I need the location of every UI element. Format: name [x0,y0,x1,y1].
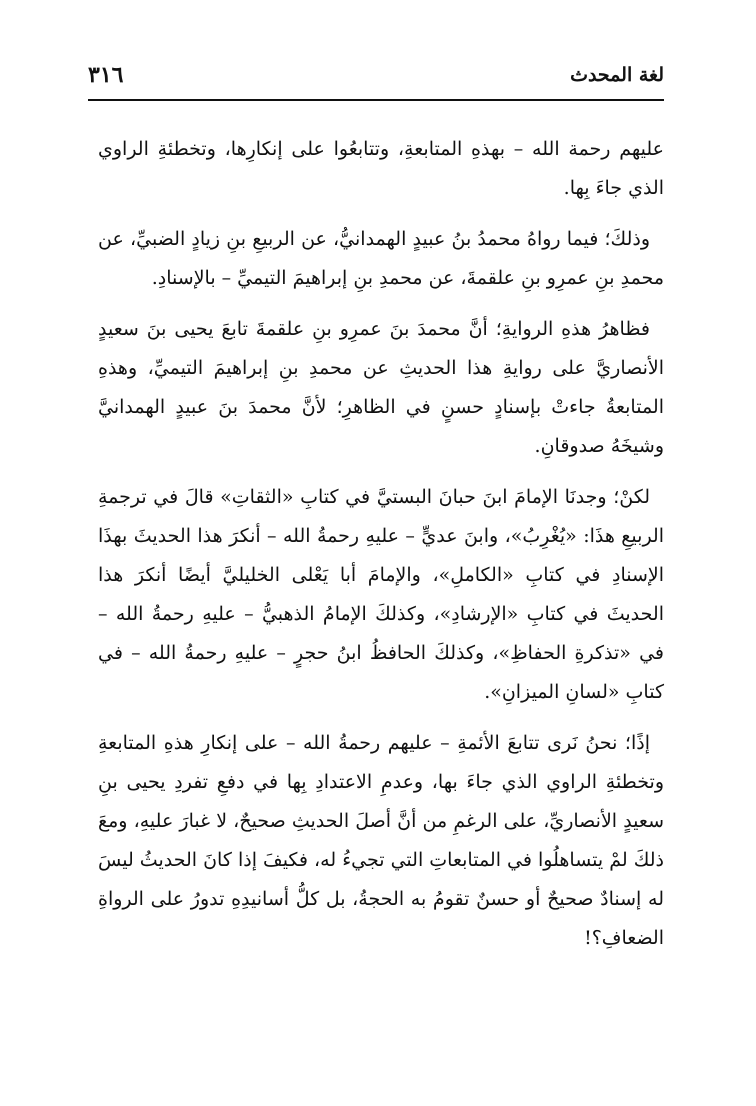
header-rule [88,99,664,101]
running-title: لغة المحدث [570,64,664,86]
page-header [88,58,664,98]
paragraph-3: فظاهرُ هذهِ الروايةِ؛ أنَّ محمدَ بنَ عمرِو بنِ علقمةَ تابعَ يحيى بنَ سعيدٍ الأنصاريَّ على روايةِ هذا الحديثِ عن محمدِ بنِ إبراهيمَ التيميِّ، وهذهِ المتابعةُ جاءتْ بإسنادٍ حسنٍ في الظاهرِ؛ لأنَّ محمدَ بنَ عبيدٍ الهمدانيَّ وشيخَهُ صدوقانِ. [98,318,664,457]
paragraph-1: عليهم رحمة الله – بهذهِ المتابعةِ، وتتابعُوا على إنكارِها، وتخطئةِ الراوي الذي جاءَ بِها. [98,138,664,199]
paragraph-5: إذًا؛ نحنُ نَرى تتابعَ الأئمةِ – عليهم رحمةُ الله – على إنكارِ هذهِ المتابعةِ وتخطئةِ الراوي الذي جاءَ بها، وعدمِ الاعتدادِ بِها في دفعِ تفردِ يحيى بنِ سعيدٍ الأنصاريِّ، على الرغمِ من أنَّ أصلَ الحديثِ صحيحٌ، لا غبارَ عليهِ، ومعَ ذلكَ لمْ يتساهلُوا في المتابعاتِ التي تجيءُ له، فكيفَ إذا كانَ الحديثُ ليسَ له إسنادٌ صحيحٌ أو حسنٌ تقومُ به الحجةُ، بل كلُّ أسانيدِهِ تدورُ على الرواةِ الضعافِ؟! [98,732,664,949]
paragraph-4: لكنْ؛ وجدنَا الإمامَ ابنَ حبانَ البستيَّ في كتابِ «الثقاتِ» قالَ في ترجمةِ الربيعِ هذَا: «يُغْرِبُ»، وابنَ عديٍّ – عليهِ رحمةُ الله – أنكرَ هذا الحديثَ بهذَا الإسنادِ في كتابِ «الكاملِ»، والإمامَ أبا يَعْلى الخليليَّ أيضًا أنكرَ هذا الحديثَ في كتابِ «الإرشادِ»، وكذلكَ الإمامُ الذهبيُّ – عليهِ رحمةُ الله – في «تذكرةِ الحفاظِ»، وكذلكَ الحافظُ ابنُ حجرٍ – عليهِ رحمةُ الله – في كتابِ «لسانِ الميزانِ». [98,486,664,703]
page-body [98,130,664,970]
paragraph-2: وذلكَ؛ فيما رواهُ محمدُ بنُ عبيدٍ الهمدانيُّ، عن الربيعِ بنِ زيادٍ الضبيِّ، عن محمدِ بنِ عمرِو بنِ علقمةَ، عن محمدِ بنِ إبراهيمَ التيميِّ – بالإسنادِ. [98,228,664,289]
page-number: ٣١٦ [88,62,124,88]
